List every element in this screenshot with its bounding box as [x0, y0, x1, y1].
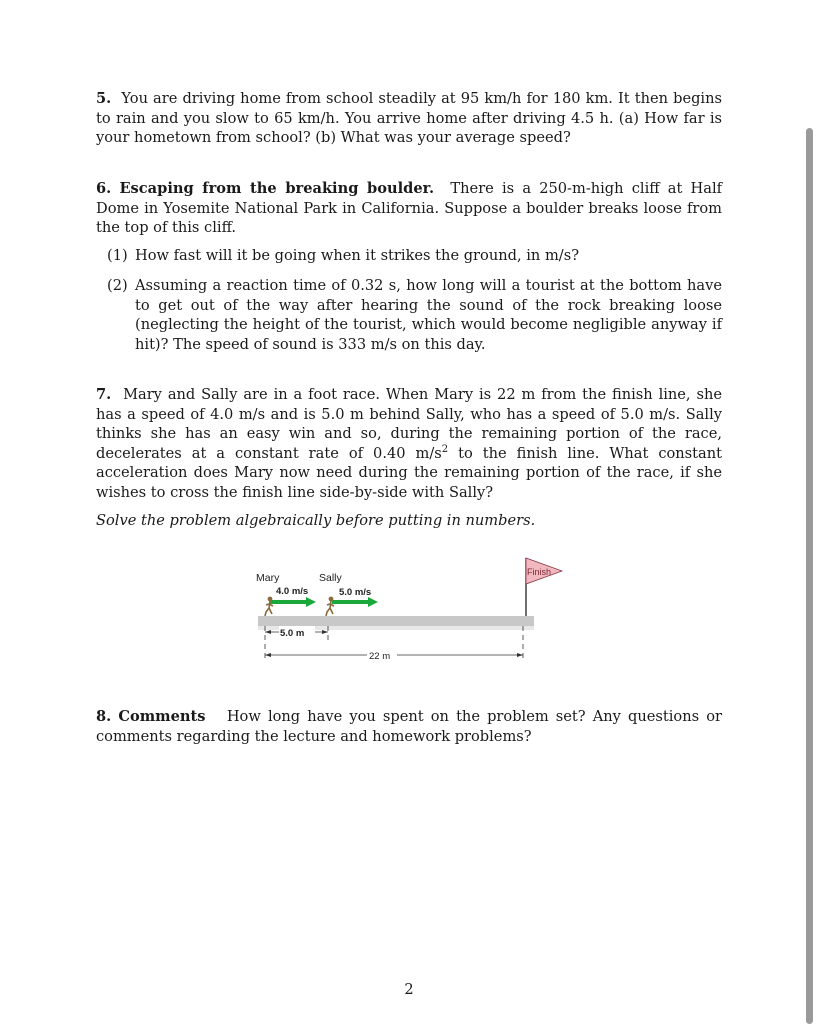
item-text: Assuming a reaction time of 0.32 s, how long will a tourist at the bottom have to get out of the way after hearing the sound of the rock breaking loose (neglecting the height of the tourist, which would become negligible anyway if hit)? The speed of sound is 333 m/s on this day. [135, 277, 722, 353]
problem-6 [96, 179, 722, 238]
race-figure [240, 552, 570, 664]
sally-velocity-arrow [332, 597, 378, 607]
problem-8-text: How long have you spent on the problem set? Any questions or comments regarding the lecture and homework problems? [96, 708, 722, 745]
sally-speed-label: 5.0 m/s [339, 587, 372, 598]
mary-speed-label: 4.0 m/s [276, 586, 309, 597]
distance-arrow-right [517, 653, 523, 657]
finish-label: Finish [527, 567, 552, 577]
problem-5-text: You are driving home from school steadily at 95 km/h for 180 km. It then begins to rain and you slow to 65 km/h. You arrive home after driving 4.5 h. (a) How far is your hometown from school? (b) What was your average speed? [96, 90, 722, 146]
problem-6-number: 6. [96, 180, 112, 197]
problem-6-item-2 [107, 276, 722, 354]
distance-arrow-left [265, 653, 271, 657]
problem-7-superscript: 2 [441, 443, 449, 455]
problem-6-text: There is a 250-m-high cliff at Half Dome in Yosemite National Park in California. Suppose a boulder breaks loose from the top of this cliff. [96, 180, 723, 236]
problem-7-text-before: Mary and Sally are in a foot race. When Mary is 22 m from the finish line, she has a speed of 4.0 m/s and is 5.0 m behind Sally, who has a speed of 5.0 m/s. Sally thinks she has an easy win and so, during the remaining portion of the race, decelerates at a constant rate of 0.40 m/s [96, 386, 723, 462]
problem-7 [96, 385, 722, 502]
sally-runner-icon [326, 597, 334, 616]
sally-label: Sally [319, 572, 342, 584]
gap-label: 5.0 m [280, 628, 305, 639]
problem-7-text-after: to the finish line. What constant acceleration does Mary now need during the remaining portion of the race, if she wishes to cross the finish line side-by-side with Sally? [96, 444, 722, 501]
gap-arrow-left [265, 630, 271, 634]
problem-5-number: 5. [96, 90, 112, 107]
problem-5 [96, 89, 722, 148]
gap-arrow-right [322, 630, 328, 634]
distance-label: 22 m [369, 651, 391, 662]
page-number: 2 [404, 981, 414, 998]
mary-label: Mary [256, 572, 280, 584]
mary-velocity-arrow [270, 597, 316, 607]
item-label: (2) [107, 277, 128, 294]
problem-7-instruction: Solve the problem algebraically before putting in numbers. [96, 512, 536, 529]
scrollbar[interactable] [806, 128, 813, 1024]
track [258, 616, 534, 626]
problem-6-title: Escaping from the breaking boulder. [119, 180, 435, 197]
mary-runner-icon [265, 597, 273, 616]
item-label: (1) [107, 247, 128, 264]
problem-8-title: Comments [118, 708, 206, 725]
problem-8-number: 8. [96, 708, 112, 725]
problem-8 [96, 707, 722, 746]
item-text: How fast will it be going when it strikes the ground, in m/s? [135, 247, 580, 264]
problem-6-item-1 [107, 246, 722, 266]
problem-7-number: 7. [96, 386, 112, 403]
